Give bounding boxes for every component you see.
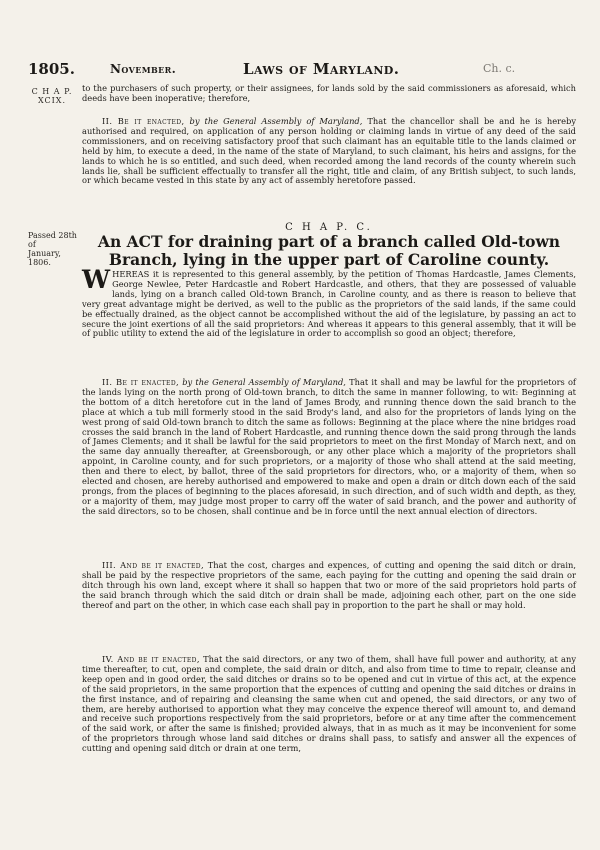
enacting-authority: by the General Assembly of Maryland, [182, 377, 346, 387]
section-body: That the cost, charges and expences, of cutting and opening the said ditch or drain, shall be paid by the respective proprietors of the same, each paying for the cutting and opening the said drain or ditch through his own land, except where it shall so happen that two or more of the said proprietors hold parts of the said branch through which the said ditch or drain shall be made, adjoining each other, part on the one side thereof and part on the other, in which case each shall pay in proportion to the part he shall or may hold. [82, 560, 577, 610]
whereas-text: HEREAS it is represented to this general assembly, by the petition of Thomas Hardcastle, James Clements, George Newlee, Peter Hardcastle and Robert Hardcastle, and others, that they are possessed of valuable lands, lying on a branch called Old-town Branch, in Caroline county, and as there is reason to believe that very great advantage might be derived, as well to the public as the proprietors of the said lands, if the same could be effectually drained, as the object cannot be accomplished without the aid of the legislature, by passing an act to secure the joint exertions of all the said proprietors: And whereas it appears to this general assembly, that it will be of public utility to extend the aid of the legislature in order to accomplish so good an object; therefore, [82, 269, 576, 339]
section-iii [82, 561, 576, 611]
section-lead: IV. And be it enacted, [102, 654, 200, 664]
header-title: Laws of Maryland. [243, 60, 400, 78]
act-title: An ACT for draining part of a branch called Old-town Branch, lying in the upper part of Caroline county. [97, 232, 561, 269]
section-ii-first [82, 117, 576, 186]
chapter-label: C H A P. C. [285, 222, 373, 233]
section-body: That the said directors, or any two of them, shall have full power and authority, at any time thereafter, to cut, open and complete, the said drain or ditch, and also from time to time to repair, cleanse and keep open and in good order, the said ditches or drains so to be opened and cut in virtue of this act, at the expence of the said proprietors, in the same proportion that the expences of cutting and opening the said ditches or drains in the first instance, and of repairing and cleansing the same when cut and opened, the said directors, or any two of them, are hereby authorised to apportion what they may conceive the expence thereof will amount to, and demand and receive such proportions respectively from the said proprietors, before or at any time after the commencement of the said work, or after the same is finished; provided always, that in as much as it may be inconvenient for some of the proprietors through whose land said ditches or drains shall pass, to satisfy and answer all the expences of cutting and opening said ditch or drain at one term, [82, 654, 577, 754]
margin-note-chapter: C H A P. XCIX. [31, 87, 73, 105]
whereas-paragraph [82, 265, 576, 339]
running-header [28, 60, 576, 80]
section-lead: III. And be it enacted, [102, 560, 205, 570]
header-smudge: Ch. c. [483, 62, 516, 75]
margin-note-passed: Passed 28th of January, 1806. [28, 231, 77, 267]
header-month: November. [110, 62, 177, 76]
enacting-authority: by the General Assembly of Maryland, [189, 116, 363, 126]
section-ii-second [82, 378, 576, 517]
section-lead: II. Be it enacted, [102, 116, 185, 126]
drop-cap: W [82, 265, 111, 294]
section-body: That the chancellor shall be and he is hereby authorised and required, on application of any person holding or claiming lands in virtue of any deed of the said commissioners, and on receiving satisfactory proof that such claimant has an equitable title to the lands claimed or held by him, to execute a deed, in the name of the state of Maryland, to such claimant, his heirs and assigns, for the lands to which he is so entitled, and such deed, when recorded among the land records of the county wherein such lands lie, shall be sufficient effectually to transfer all the right, title and claim, of any British subject, to such lands, or which became vested in this state by any act of assembly heretofore passed. [82, 116, 577, 186]
section-iv [82, 655, 576, 754]
continuation-paragraph [82, 84, 576, 104]
section-lead: II. Be it enacted, [102, 377, 180, 387]
continuation-text: to the purchasers of such property, or their assignees, for lands sold by the said commissioners as aforesaid, which deeds have been inoperative; therefore, [82, 83, 576, 103]
header-year: 1805. [28, 60, 75, 78]
section-body: That it shall and may be lawful for the proprietors of the lands lying on the north prong of Old-town branch, to ditch the same in manner following, to wit: Beginning at the bottom of a ditch heretofore cut in the land of James Brody, and running thence down the said branch to the place at which a tub mill formerly stood in the said Brody's land, and also for the proprietors of lands lying on the west prong of said Old-town branch to ditch the same as follows: Beginning at the place where the nine bridges road crosses the said branch in the land of Robert Hardcastle, and running thence down the said prong through the lands of James Clements; and it shall be lawful for the said proprietors to meet on the first Monday of March next, and on the same day annually thereafter, at Greensborough, or any other place which a majority of the proprietors shall appoint, in Caroline county, and for such proprietors, or a majority of those who shall attend at the said meeting, then and there to elect, by ballot, three of the said proprietors for directors, who, or a majority of them, when so elected and chosen, are hereby authorised and empowered to make and open a drain or ditch down each of the said prongs, from the places of beginning to the places aforesaid, in such direction, and of such width and depth, as they, or a majority of them, may judge most proper to carry off the water of said branch, and the power and authority of the said directors, so to be chosen, shall continue and be in force until the next annual election of directors. [82, 377, 577, 516]
